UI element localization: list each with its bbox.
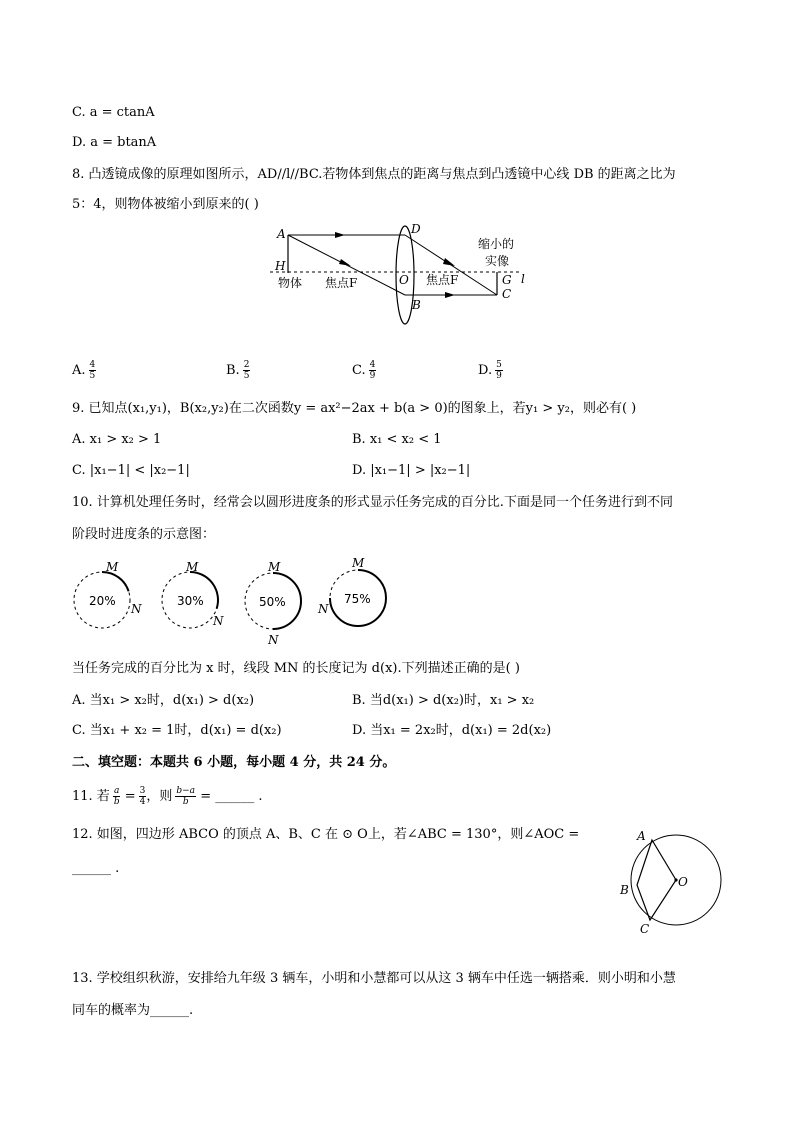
progress-circles-figure [60,555,400,650]
q10-option-c: C. 当x₁ + x₂ = 1时，d(x₁) = d(x₂) [72,723,282,738]
q11-frac2-num: 3 [139,786,146,796]
q11-frac3-den: b [182,797,189,807]
arc-20 [102,572,129,591]
q11 [72,786,262,807]
q11-frac2-den: 4 [139,797,146,807]
q11-frac3-num: b−a [176,786,196,796]
q8-option-c-letter: C. [352,363,366,378]
section-2-title: 二、填空题：本题共 6 小题，每小题 4 分，共 24 分。 [72,755,396,770]
label-o: O [678,875,688,889]
label-focus-right: 焦点F [426,273,459,287]
arrow-ad [335,232,345,238]
label-b: B [412,298,421,312]
label-n-20: N [131,602,142,616]
q8-option-a-num: 4 [89,360,96,370]
q13-stem-line1: 13. 学校组织秋游，安排给九年级 3 辆车，小明和小慧都可以从这 3 辆车中任选一辆搭乘．则小明和小慧 [72,971,676,986]
q12-stem: 12. 如图，四边形 ABCO 的顶点 A、B、C 在 ⊙ O上，若∠ABC = 130°，则∠AOC = [72,827,580,842]
q8-stem-line1: 8. 凸透镜成像的原理如图所示，AD//l//BC.若物体到焦点的距离与焦点到凸透镜中心线 DB 的距离之比为 [72,167,676,182]
q11-frac-ab [113,786,121,807]
q9-option-a: A. x₁ > x₂ > 1 [72,432,162,447]
label-a: A [637,829,646,843]
q8-option-b-fraction [243,360,251,381]
q8-option-d-letter: D. [478,363,493,378]
q11-frac1-num: a [114,786,120,796]
percent-label-20: 20% [89,594,116,608]
q10-option-b: B. 当d(x₁) > d(x₂)时，x₁ > x₂ [352,693,535,708]
q10-stem-line1: 10. 计算机处理任务时，经常会以圆形进度条的形式显示任务完成的百分比.下面是同一个任务进行到不同 [72,495,673,510]
q8-option-b-den: 5 [243,371,250,381]
convex-lens-diagram [265,220,535,330]
q7-option-c: C. a = ctanA [72,105,155,120]
q11-mid: ，则 [146,789,173,804]
label-o: O [399,273,409,287]
label-d: D [411,222,421,236]
arrow-bc [445,292,455,298]
q8-option-d-num: 5 [496,360,502,370]
q11-frac-bab [175,786,196,807]
quadrilateral-abco [637,840,676,920]
q8-stem-line2: 5：4，则物体被缩小到原来的( ) [72,197,259,212]
label-n-50: N [268,633,279,647]
label-c: C [640,922,650,935]
label-image-2: 实像 [485,254,510,268]
q8-option-b-num: 2 [243,360,250,370]
percent-label-50: 50% [259,595,286,609]
label-image-1: 缩小的 [478,237,515,251]
percent-label-75: 75% [344,592,371,606]
label-m-50: M [268,560,281,574]
q8-option-a [72,360,96,381]
label-a: A [277,227,286,241]
q8-option-d-fraction [495,360,503,381]
arrow-afb [339,259,351,266]
q10-after-text: 当任务完成的百分比为 x 时，线段 MN 的长度记为 d(x).下列描述正确的是( ) [72,661,520,676]
label-c: C [502,287,512,301]
q8-option-c [352,360,376,381]
q9-option-d: D. |x₁−1| > |x₂−1| [352,463,471,478]
q12-blank: ______ . [72,861,120,876]
circle-o-diagram [612,820,732,935]
q8-option-a-fraction [89,360,97,381]
label-b: B [620,883,629,897]
label-focus-left: 焦点F [325,276,358,290]
q8-option-c-num: 4 [369,360,376,370]
q11-suffix: = ______ . [200,789,263,804]
label-g: G [502,273,512,287]
arrow-dc [443,258,455,266]
q9-stem: 9. 已知点(x₁,y₁)，B(x₂,y₂)在二次函数y = ax²−2ax + b(a > 0)的图象上，若y₁ > y₂，则必有( ) [72,401,637,416]
q8-option-d [478,360,503,381]
label-n-30: N [213,614,224,628]
q11-frac1-den: b [113,797,120,807]
label-m-30: M [186,560,199,574]
label-h: H [275,259,286,273]
q8-option-d-den: 9 [496,371,502,381]
progress-circle-20 [74,560,142,628]
q11-prefix: 11. 若 [72,789,110,804]
q8-option-b [226,360,250,381]
q8-option-a-den: 5 [89,371,96,381]
q10-option-d: D. 当x₁ = 2x₂时，d(x₁) = 2d(x₂) [352,723,552,738]
q8-option-a-letter: A. [72,363,86,378]
q8-option-b-letter: B. [226,363,240,378]
q10-stem-line2: 阶段时进度条的示意图： [72,527,216,542]
progress-circle-50 [245,560,301,647]
q11-eq: = [124,789,136,804]
label-object: 物体 [278,276,303,290]
q7-option-d: D. a = btanA [72,135,157,150]
label-m-20: M [106,560,119,574]
q8-option-c-den: 9 [369,371,376,381]
label-l: l [521,272,525,286]
progress-circle-75 [317,556,386,626]
q9-option-c: C. |x₁−1| < |x₂−1| [72,463,190,478]
label-m-75: M [352,556,365,570]
q8-option-c-fraction [369,360,377,381]
label-n-75: N [318,602,329,616]
progress-circle-30 [162,560,224,628]
percent-label-30: 30% [177,594,204,608]
q9-option-b: B. x₁ < x₂ < 1 [352,432,442,447]
q10-option-a: A. 当x₁ > x₂时，d(x₁) > d(x₂) [72,693,255,708]
q13-stem-line2: 同车的概率为______. [72,1003,194,1018]
